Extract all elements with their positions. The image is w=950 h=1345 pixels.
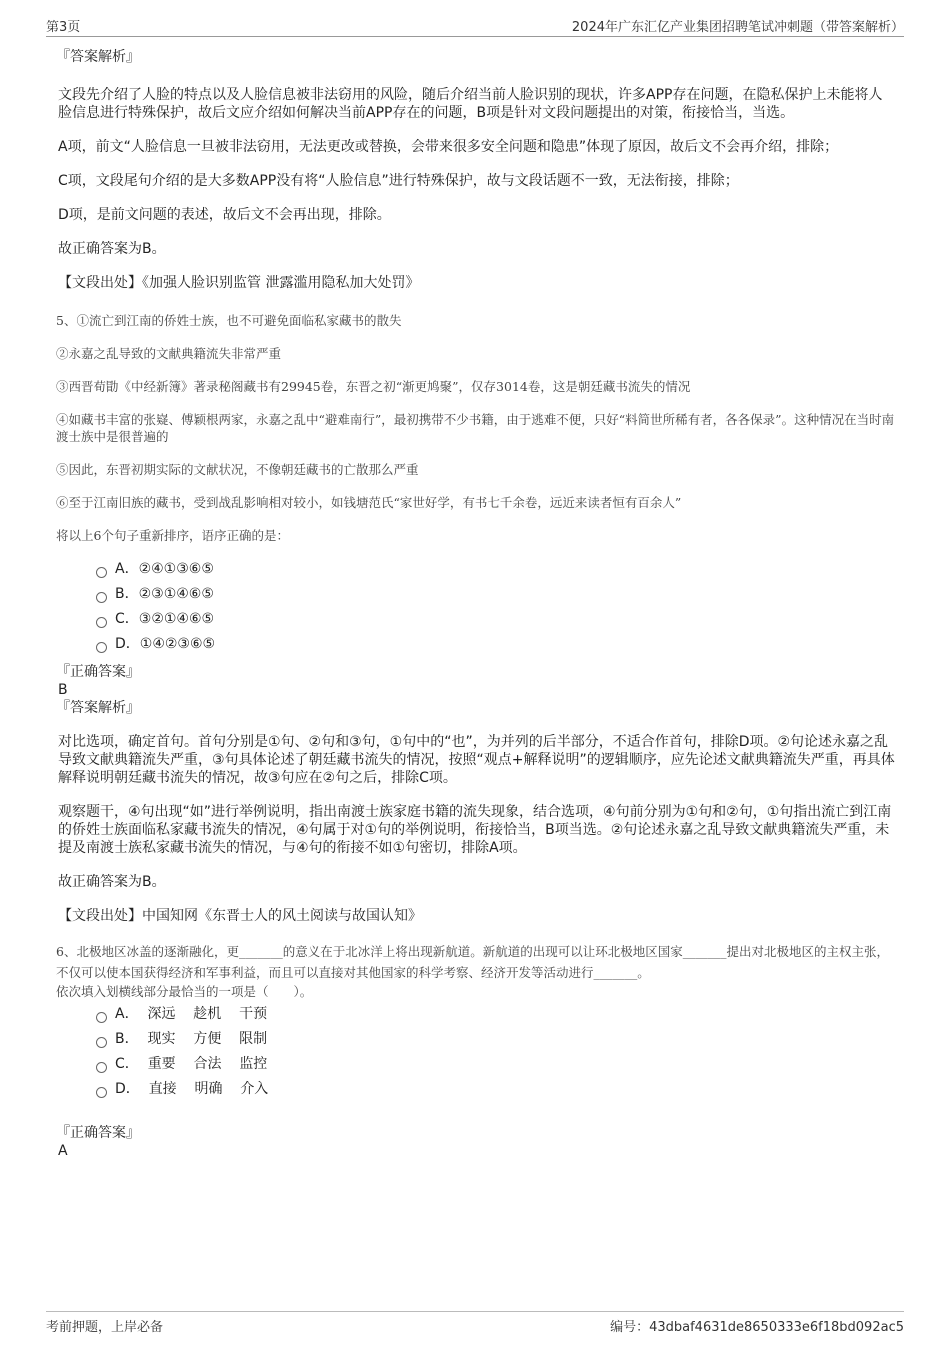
answer-heading: 『正确答案』 [56,1125,140,1141]
option-word: 现实 [147,1031,176,1047]
option-word: 直接 [148,1081,177,1097]
sentence-item: ⑤因此，东晋初期实际的文献状况，不像朝廷藏书的亡散那么严重 [56,462,419,477]
main-content [56,40,896,1160]
q4-analysis-section [56,48,896,292]
question-5 [56,312,896,544]
analysis-paragraph: 观察题干，④句出现“如”进行举例说明，指出南渡士族家庭书籍的流失现象，结合选项，④句前分别为①句和②句，①句指出流亡到江南的侨姓士族面临私家藏书流失的情况，④句属于对①句的举例说明，衔接恰当，B项当选。②句论述永嘉之乱导致文献典籍流失严重，未提及南渡士族私家藏书流失的情况，与④句的衔接不如①句密切，排除A项。 [58,804,892,856]
correct-answer: B [58,682,68,698]
document-code: 编号：43dbaf4631de8650333e6f18bd092ac5 [610,1320,904,1335]
document-title: 2024年广东汇亿产业集团招聘笔试冲刺题（带答案解析） [571,20,904,35]
option-a[interactable] [96,560,896,578]
option-letter: C． [115,1056,139,1072]
option-word: 干预 [239,1006,268,1022]
option-c[interactable] [96,1055,896,1073]
radio-icon[interactable] [96,1062,107,1073]
option-word: 合法 [193,1056,222,1072]
option-a[interactable] [96,1005,896,1023]
radio-icon[interactable] [96,642,107,653]
radio-icon[interactable] [96,1087,107,1098]
radio-icon[interactable] [96,617,107,628]
q5-answer [56,663,896,925]
sentence-item: ③西晋荀勖《中经新簿》著录秘阁藏书有29945卷，东晋之初“渐更鸠聚”，仅存3014卷，这是朝廷藏书流失的情况 [56,379,691,394]
analysis-heading: 『答案解析』 [56,700,140,716]
option-word: 趁机 [193,1006,222,1022]
page-header [46,14,904,37]
radio-icon[interactable] [96,567,107,578]
footer-slogan: 考前押题，上岸必备 [46,1320,164,1335]
sentence-item: ⑥至于江南旧族的藏书，受到战乱影响相对较小，如钱塘范氏“家世好学，有书七千余卷，远近来读者恒有百余人” [56,495,682,510]
q6-options [56,1005,896,1098]
option-word: 重要 [147,1056,176,1072]
sentence-item: ④如藏书丰富的张嶷、傅颖根两家，永嘉之乱中“避难南行”，最初携带不少书籍，由于逃难不便，只好“料简世所稀有者，各各保录”。这种情况在当时南渡士族中是很普遍的 [56,412,895,444]
option-label: A．②④①③⑥⑤ [115,561,214,577]
question-prompt: 依次填入划横线部分最恰当的一项是（ ）。 [56,984,313,999]
option-b[interactable] [96,585,896,603]
option-word: 介入 [240,1081,269,1097]
radio-icon[interactable] [96,1037,107,1048]
option-label: D．①④②③⑥⑤ [115,636,216,652]
answer-conclusion: 故正确答案为B。 [58,874,166,890]
option-word: 监控 [239,1056,268,1072]
option-label: B．②③①④⑥⑤ [115,586,214,602]
option-label: C．③②①④⑥⑤ [115,611,215,627]
correct-answer: A [58,1143,68,1159]
radio-icon[interactable] [96,592,107,603]
analysis-paragraph: A项，前文“人脸信息一旦被非法窃用，无法更改或替换，会带来很多安全问题和隐患”体现了原因，故后文不会再介绍，排除； [58,139,839,155]
page-footer [46,1311,904,1335]
option-letter: D． [115,1081,140,1097]
analysis-paragraph: 对比选项，确定首句。首句分别是①句、②句和③句，①句中的“也”，为并列的后半部分，不适合作首句，排除D项。②句论述永嘉之乱导致文献典籍流失严重，③句具体论述了朝廷藏书流失的情况，按照“观点+解释说明”的逻辑顺序，应先论述文献典籍流失严重，再具体解释说明朝廷藏书流失的情况，故③句应在②句之后，排除C项。 [58,734,895,786]
analysis-paragraph: C项，文段尾句介绍的是大多数APP没有将“人脸信息”进行特殊保护，故与文段话题不一致，无法衔接，排除； [58,173,739,189]
analysis-paragraph: 文段先介绍了人脸的特点以及人脸信息被非法窃用的风险，随后介绍当前人脸识别的现状，许多APP存在问题，在隐私保护上未能将人脸信息进行特殊保护，故后文应介绍如何解决当前APP存在的问题，B项是针对文段问题提出的对策，衔接恰当，当选。 [58,87,883,121]
question-stem: 6、北极地区冰盖的逐渐融化，更_______的意义在于北冰洋上将出现新航道。新航道的出现可以让环北极地区国家_______提出对北极地区的主权主张，不仅可以使本国获得经济和军事利益，而且可以直接对其他国家的科学考察、经济开发等活动进行_______。 [56,944,889,980]
sentence-item: 5、①流亡到江南的侨姓士族，也不可避免面临私家藏书的散失 [56,313,402,328]
answer-conclusion: 故正确答案为B。 [58,241,166,257]
question-prompt: 将以上6个句子重新排序，语序正确的是： [56,528,289,543]
radio-icon[interactable] [96,1012,107,1023]
q5-options [56,560,896,653]
passage-source: 【文段出处】《加强人脸识别监管 泄露滥用隐私加大处罚》 [58,275,420,291]
question-6 [56,941,896,1000]
option-word: 限制 [239,1031,268,1047]
analysis-paragraph: D项，是前文问题的表述，故后文不会再出现，排除。 [58,207,391,223]
option-d[interactable] [96,1080,896,1098]
option-d[interactable] [96,635,896,653]
option-word: 明确 [194,1081,223,1097]
passage-source: 【文段出处】中国知网《东晋士人的风土阅读与故国认知》 [58,908,422,924]
sentence-item: ②永嘉之乱导致的文献典籍流失非常严重 [56,346,282,361]
option-c[interactable] [96,610,896,628]
option-letter: A． [115,1006,139,1022]
option-word: 方便 [193,1031,222,1047]
q6-answer [56,1124,896,1160]
option-b[interactable] [96,1030,896,1048]
option-word: 深远 [147,1006,176,1022]
analysis-heading: 『答案解析』 [56,49,140,65]
answer-heading: 『正确答案』 [56,664,140,680]
option-letter: B． [115,1031,139,1047]
page-number: 第3页 [46,20,81,35]
